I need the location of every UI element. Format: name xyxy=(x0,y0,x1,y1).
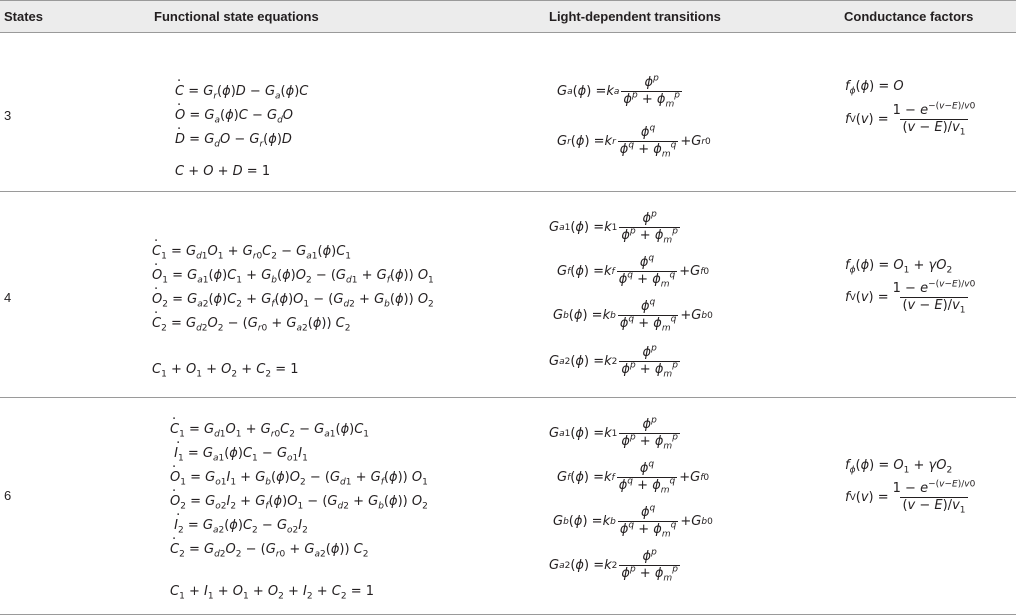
transition-gb: G b ( ϕ ) = k b $\frac{\phi^q}{\phi^q + \phi_m^q}$ + G b0 xyxy=(553,503,713,540)
bottom-rule xyxy=(0,614,1016,615)
equation-c-dot: · $C = G_r(\phi)D - G_a(\phi)C$ xyxy=(175,84,308,100)
header-light-dependent-transitions: Light-dependent transitions xyxy=(549,9,721,24)
equation-c2-dot: · $C_2 = G_{d2}O_2 - (G_{r0} + G_{a2}(\phi))$ $C_2$ xyxy=(152,316,350,332)
conductance-f-phi: $f_\phi(\phi) = O_1 + \gamma O_2$ xyxy=(845,458,953,476)
header-rule xyxy=(0,32,1016,33)
equation-conservation: C + O + D = 1 xyxy=(175,164,271,179)
equation-o1-dot: · $O_1 = G_{o1}I_1 + G_b(\phi)O_2 - (G_{d1} + G_f(\phi))$ $O_1$ xyxy=(170,470,428,486)
equation-o2-dot: · $O_2 = G_{o2}I_2 + G_f(\phi)O_1 - (G_{d2} + G_b(\phi))$ $O_2$ xyxy=(170,494,428,510)
equation-i1-dot: · $I_1 = G_{a1}(\phi)C_1 - G_{o1}I_1$ xyxy=(170,446,308,462)
header-conductance-factors: Conductance factors xyxy=(844,9,974,24)
transition-gb: G b ( ϕ ) = k b $\frac{\phi^q}{\phi^q + \phi_m^q}$ + G b0 xyxy=(553,297,713,334)
transition-gf: G f ( ϕ ) = k f $\frac{\phi^q}{\phi^q + \phi_m^q}$ + G f0 xyxy=(557,459,710,496)
transition-gr: G r ( ϕ ) = k r $\frac{\phi^q}{\phi^q + \phi_m^q}$ + G r0 xyxy=(557,123,711,160)
equation-conservation: $C_1 + O_1 + O_2 + C_2 = 1$ xyxy=(152,362,299,380)
equation-i2-dot: · $I_2 = G_{a2}(\phi)C_2 - G_{o2}I_2$ xyxy=(170,518,308,534)
state-count: 6 xyxy=(4,488,12,503)
equation-c1-dot: · $C_1 = G_{d1}O_1 + G_{r0}C_2 - G_{a1}(\phi)C_1$ xyxy=(170,422,369,438)
transition-ga1: G a1 ( ϕ ) = k 1 $\frac{\phi^p}{\phi^p + \phi_m^p}$ xyxy=(549,209,678,246)
conductance-f-v: f V ( v ) = $\frac{1 - e^{-(v-E)/v0}}{(v - E)/v_1}$ xyxy=(845,479,976,516)
header-states: States xyxy=(4,9,44,24)
transition-ga1: G a1 ( ϕ ) = k 1 $\frac{\phi^p}{\phi^p + \phi_m^p}$ xyxy=(549,415,678,452)
equation-o2-dot: · $O_2 = G_{a2}(\phi)C_2 + G_f(\phi)O_1 - (G_{d2} + G_b(\phi))$ $O_2$ xyxy=(152,292,434,308)
state-count: 4 xyxy=(4,290,12,305)
transition-gf: G f ( ϕ ) = k f $\frac{\phi^q}{\phi^q + \phi_m^q}$ + G f0 xyxy=(557,253,710,290)
conductance-f-phi: $f_\phi(\phi) = O_1 + \gamma O_2$ xyxy=(845,258,953,276)
equation-o-dot: · $O = G_a(\phi)C - G_dO$ xyxy=(175,108,293,124)
equation-c2-dot: · $C_2 = G_{d2}O_2 - (G_{r0} + G_{a2}(\phi))$ $C_2$ xyxy=(170,542,368,558)
row-divider xyxy=(0,397,1016,398)
equation-d-dot: · $D = G_dO - G_r(\phi)D$ xyxy=(175,132,292,148)
row-divider xyxy=(0,191,1016,192)
equation-o1-dot: · $O_1 = G_{a1}(\phi)C_1 + G_b(\phi)O_2 - (G_{d1} + G_f(\phi))$ $O_1$ xyxy=(152,268,434,284)
conductance-f-phi: $f_\phi(\phi) = O$ xyxy=(845,79,904,97)
equation-conservation: $C_1 + I_1 + O_1 + O_2 + I_2 + C_2 = 1$ xyxy=(170,584,375,602)
state-count: 3 xyxy=(4,108,12,123)
conductance-f-v: f V ( v ) = $\frac{1 - e^{-(v-E)/v0}}{(v - E)/v_1}$ xyxy=(845,101,976,138)
top-rule xyxy=(0,0,1016,1)
header-functional-state-equations: Functional state equations xyxy=(154,9,319,24)
equation-c1-dot: · $C_1 = G_{d1}O_1 + G_{r0}C_2 - G_{a1}(\phi)C_1$ xyxy=(152,244,351,260)
conductance-f-v: f V ( v ) = $\frac{1 - e^{-(v-E)/v0}}{(v - E)/v_1}$ xyxy=(845,279,976,316)
transition-ga2: G a2 ( ϕ ) = k 2 $\frac{\phi^p}{\phi^p + \phi_m^p}$ xyxy=(549,547,678,584)
transition-ga: G a ( ϕ ) = k a $\frac{\phi^p}{\phi^p + \phi_m^p}$ xyxy=(557,73,680,110)
transition-ga2: G a2 ( ϕ ) = k 2 $\frac{\phi^p}{\phi^p + \phi_m^p}$ xyxy=(549,343,678,380)
